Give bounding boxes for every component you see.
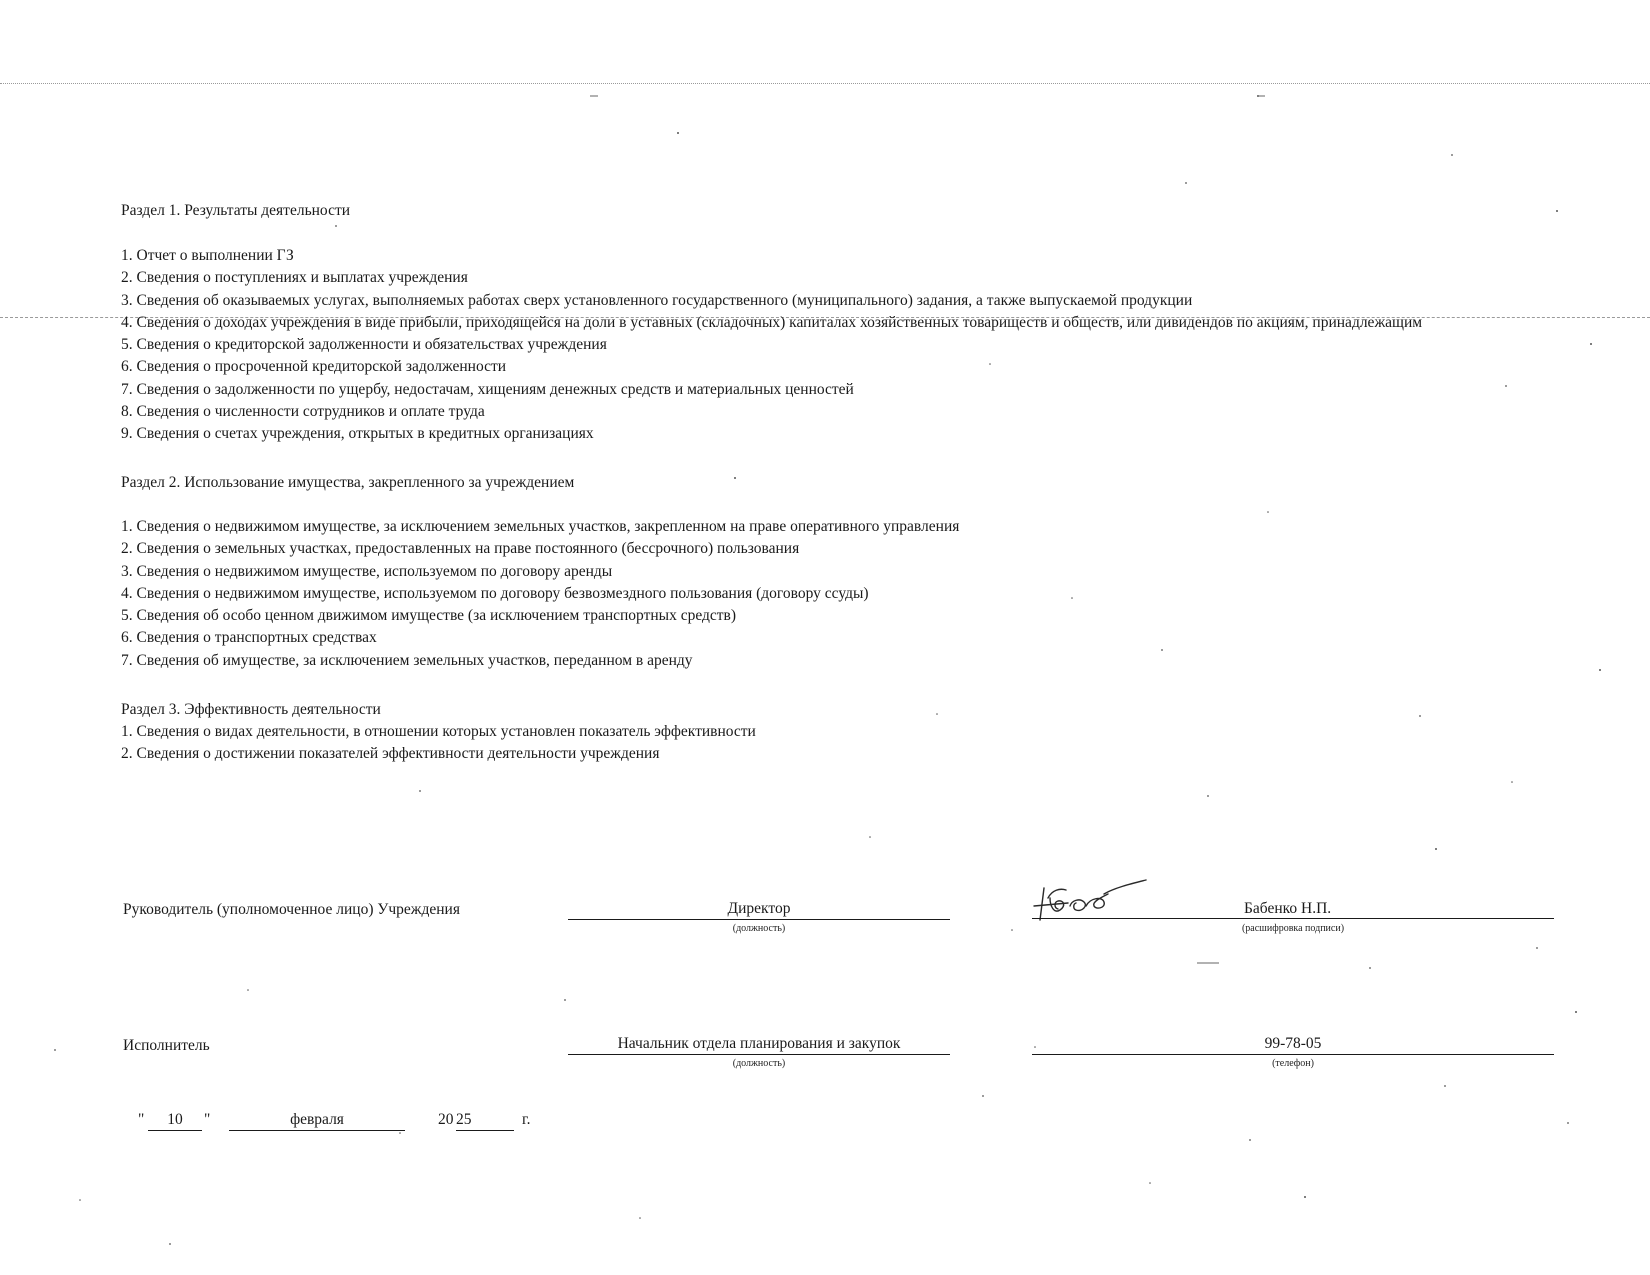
head-name-field: Бабенко Н.П.	[1032, 899, 1554, 919]
section1-heading: Раздел 1. Результаты деятельности	[121, 202, 351, 219]
list-item: 4. Сведения о недвижимом имуществе, используемом по договору безвозмездного пользования (договору ссуды)	[121, 584, 869, 602]
list-item: 8. Сведения о численности сотрудников и оплате труда	[121, 403, 485, 421]
section3-list	[121, 721, 756, 766]
executor-position-field: Начальник отдела планирования и закупок	[568, 1034, 950, 1055]
date-open-quote: "	[138, 1111, 145, 1128]
head-label: Руководитель (уполномоченное лицо) Учреждения	[123, 901, 460, 918]
list-item: 5. Сведения о кредиторской задолженности и обязательствах учреждения	[121, 336, 607, 354]
list-item: 7. Сведения о задолженности по ущербу, недостачам, хищениям денежных средств и материальных ценностей	[121, 380, 854, 398]
list-item: 1. Отчет о выполнении ГЗ	[121, 247, 294, 264]
list-item: 3. Сведения о недвижимом имуществе, используемом по договору аренды	[121, 562, 613, 580]
list-item: 9. Сведения о счетах учреждения, открытых в кредитных организациях	[121, 425, 594, 443]
executor-phone-field: 99-78-05	[1032, 1034, 1554, 1055]
section1-list	[121, 245, 1422, 446]
list-item: 1. Сведения о видах деятельности, в отношении которых установлен показатель эффективности	[121, 723, 756, 740]
executor-position-caption: (должность)	[732, 1058, 786, 1069]
date-month: февраля	[229, 1110, 405, 1131]
date-year-unit: г.	[522, 1111, 531, 1128]
list-item: 6. Сведения о транспортных средствах	[121, 629, 377, 647]
head-position-field: Директор	[568, 899, 950, 920]
list-item: 3. Сведения об оказываемых услугах, выполняемых работах сверх установленного государственного (муниципального) задания, а также выпускаемой продукции	[121, 291, 1193, 309]
section3-heading: Раздел 3. Эффективность деятельности	[121, 701, 381, 718]
date-year-prefix: 20	[438, 1111, 454, 1128]
list-item: 2. Сведения о земельных участках, предоставленных на праве постоянного (бессрочного) пользования	[121, 540, 800, 558]
section2-list	[121, 516, 959, 672]
head-position-caption: (должность)	[732, 923, 786, 934]
list-item: 5. Сведения об особо ценном движимом имуществе (за исключением транспортных средств)	[121, 607, 737, 625]
date-year-suffix: 25	[456, 1110, 514, 1131]
list-item: 4. Сведения о доходах учреждения в виде прибыли, приходящейся на доли в уставных (складочных) капиталах хозяйственных товариществ и обществ, или дивидендов по акциям, принадлежащим	[121, 313, 1423, 331]
date-close-quote: "	[204, 1111, 211, 1128]
list-item: 2. Сведения о поступлениях и выплатах учреждения	[121, 269, 468, 287]
list-item: 2. Сведения о достижении показателей эффективности деятельности учреждения	[121, 745, 660, 763]
section2-heading: Раздел 2. Использование имущества, закрепленного за учреждением	[121, 474, 575, 491]
date-day: 10	[148, 1110, 202, 1131]
list-item: 1. Сведения о недвижимом имуществе, за исключением земельных участков, закрепленном на праве оперативного управления	[121, 518, 960, 535]
list-item: 7. Сведения об имуществе, за исключением земельных участков, переданном в аренду	[121, 651, 693, 669]
list-item: 6. Сведения о просроченной кредиторской задолженности	[121, 358, 507, 376]
executor-label: Исполнитель	[123, 1037, 210, 1054]
executor-phone-caption: (телефон)	[1272, 1058, 1314, 1069]
head-name-caption: (расшифровка подписи)	[1241, 923, 1345, 934]
